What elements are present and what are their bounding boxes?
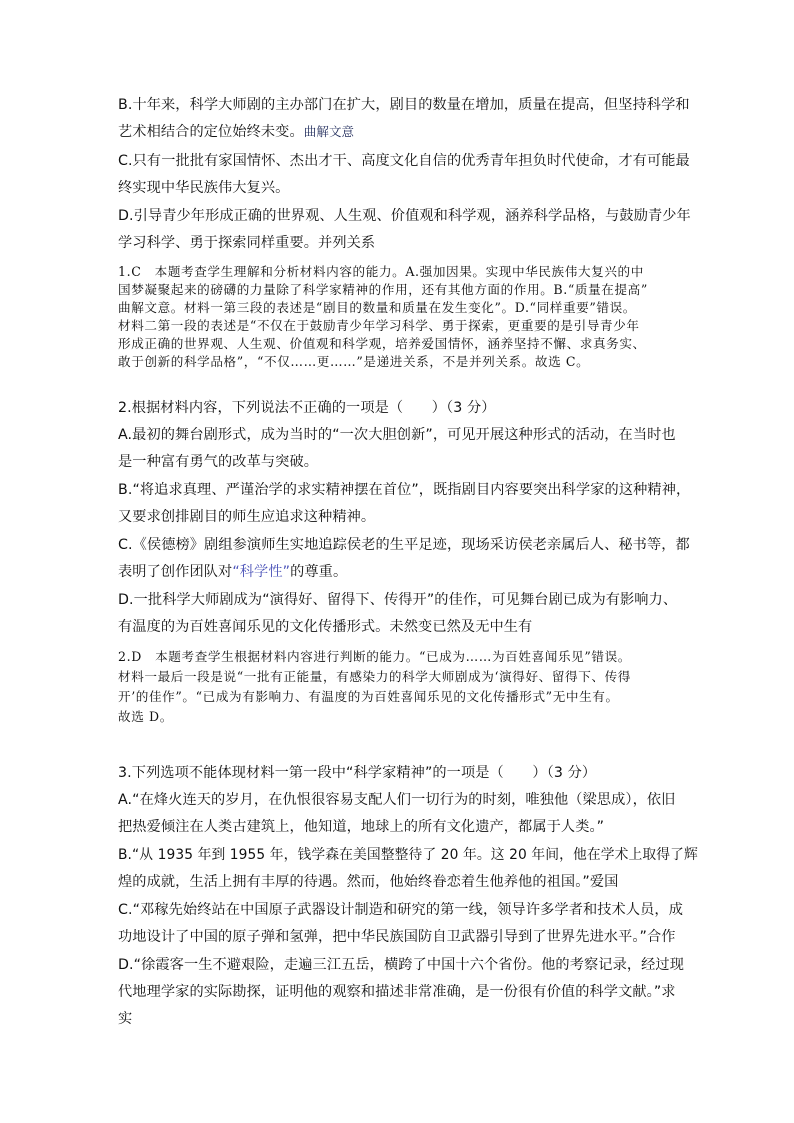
answer2-line3: 开’的佳作”。“已成为有影响力、有温度的为百姓喜闻乐见的文化传播形式”无中生有。 [118, 689, 619, 704]
q2-option-a-line1: A.最初的舞台剧形式，成为当时的“一次大胆创新”，可见开展这种形式的活动，在当时也 [118, 427, 676, 443]
answer2-line2: 材料一最后一段是说“一批有正能量，有感染力的科学大师剧成为‘演得好、留得下、传得 [118, 669, 632, 684]
q1-option-b-handnote: 曲解文意 [303, 124, 355, 139]
q2-option-c-highlight: “科学性” [232, 564, 291, 580]
q3-option-d-line3: 实 [118, 1011, 133, 1027]
q2-option-c-text-post: 的尊重。 [290, 564, 348, 580]
q2-option-c-line2 [118, 562, 347, 582]
q3-stem: 3.下列选项不能体现材料一第一段中“科学家精神”的一项是（ ）（3 分） [118, 765, 597, 781]
q3-option-d-line1: D.“徐霞客一生不避艰险，走遍三江五岳，横跨了中国十六个省份。他的考察记录，经过现 [118, 957, 685, 973]
answer1-line2: 国梦凝聚起来的磅礴的力量除了科学家精神的作用，还有其他方面的作用。B.“质量在提高” [118, 282, 648, 297]
q3-option-b-text: 煌的成就，生活上拥有丰厚的待遇。然而，他始终眷恋着生他养他的祖国。” [118, 874, 590, 890]
answer1-line5: 形成正确的世界观、人生观、价值观和科学观，培养爱国情怀，涵养坚持不懈、求真务实、 [118, 336, 646, 351]
q3-option-b-line1: B.“从 1935 年到 1955 年，钱学森在美国整整待了 20 年。这 20 年间，他在学术上取得了辉 [118, 847, 698, 863]
q3-option-d-line2 [118, 982, 676, 1002]
answer2-line1: 2.D 本题考查学生根据材料内容进行判断的能力。“已成为……为百姓喜闻乐见”错误。 [118, 649, 631, 664]
q2-option-d-text: 有温度的为百姓喜闻乐见的文化传播形式。 [118, 619, 390, 635]
answer1-line6: 敢于创新的科学品格”，“不仅……更……”是递进关系，不是并列关系。故选 C。 [118, 354, 590, 369]
q3-option-c-handnote: 合作 [647, 929, 676, 945]
q1-option-d-handnote: 并列关系 [318, 235, 376, 251]
answer1-line4: 材料二第一段的表述是“不仅在于鼓励青少年学习科学、勇于探索，更重要的是引导青少年 [118, 318, 640, 333]
q1-option-b-text: 艺术相结合的定位始终未变。 [118, 124, 304, 140]
q2-option-b-line1: B.“将追求真理、严谨治学的求实精神摆在首位”，既指剧目内容要突出科学家的这种精神， [118, 482, 691, 498]
q1-option-b-line2 [118, 122, 354, 142]
q3-option-d-text: 代地理学家的实际勘探，证明他的观察和描述非常准确，是一份很有价值的科学文献。” [118, 984, 662, 1000]
q2-option-c-text-pre: 表明了创作团队对 [118, 564, 233, 580]
q3-option-b-handnote: 爱国 [589, 874, 619, 890]
q2-option-d-line2 [118, 617, 532, 637]
q2-option-d-line1: D.一批科学大师剧成为“演得好、留得下、传得开”的佳作，可见舞台剧已成为有影响力、 [118, 592, 678, 608]
q2-option-c-line1: C.《侯德榜》剧组参演师生实地追踪侯老的生平足迹，现场采访侯老亲属后人、秘书等，都 [118, 537, 690, 553]
q1-option-d-text: 学习科学、勇于探索同样重要。 [118, 235, 319, 251]
q1-option-c-line2: 终实现中华民族伟大复兴。 [118, 180, 290, 196]
q2-option-d-handnote: 未然变已然及无中生有 [389, 619, 533, 635]
answer2-line4: 故选 D。 [118, 709, 173, 724]
q1-option-d-line1: D.引导青少年形成正确的世界观、人生观、价值观和科学观，涵养科学品格，与鼓励青少年 [118, 208, 691, 224]
q3-option-c-line2 [118, 927, 676, 947]
q3-option-a-line2: 把热爱倾注在人类古建筑上，他知道，地球上的所有文化遗产，都属于人类。” [118, 819, 605, 835]
q1-option-b-line1: B.十年来，科学大师剧的主办部门在扩大，剧目的数量在增加，质量在提高，但坚持科学和 [118, 97, 690, 113]
answer1-line3: 曲解文意。材料一第三段的表述是“剧目的数量和质量在发生变化”。D.“同样重要”错误。 [118, 300, 636, 315]
q1-option-d-line2 [118, 233, 375, 253]
q3-option-d-handnote-1: 求 [661, 984, 676, 1000]
q2-option-b-line2: 又要求创排剧目的师生应追求这种精神。 [118, 509, 376, 525]
q3-option-a-line1: A.“在烽火连天的岁月，在仇恨很容易支配人们一切行为的时刻，唯独他（梁思成），依旧 [118, 792, 676, 808]
q1-option-c-line1: C.只有一批批有家国情怀、杰出才干、高度文化自信的优秀青年担负时代使命，才有可能最 [118, 153, 690, 169]
q2-stem: 2.根据材料内容，下列说法不正确的一项是（ ）（3 分） [118, 400, 496, 416]
q3-option-c-text: 功地设计了中国的原子弹和氢弹，把中华民族国防自卫武器引导到了世界先进水平。” [118, 929, 647, 945]
q2-option-a-line2: 是一种富有勇气的改革与突破。 [118, 454, 319, 470]
answer1-line1: 1.C 本题考查学生理解和分析材料内容的能力。A.强加因果。实现中华民族伟大复兴的中 [118, 264, 644, 279]
q3-option-c-line1: C.“邓稼先始终站在中国原子武器设计制造和研究的第一线，领导许多学者和技术人员，成 [118, 902, 683, 918]
q3-option-b-line2 [118, 872, 618, 892]
